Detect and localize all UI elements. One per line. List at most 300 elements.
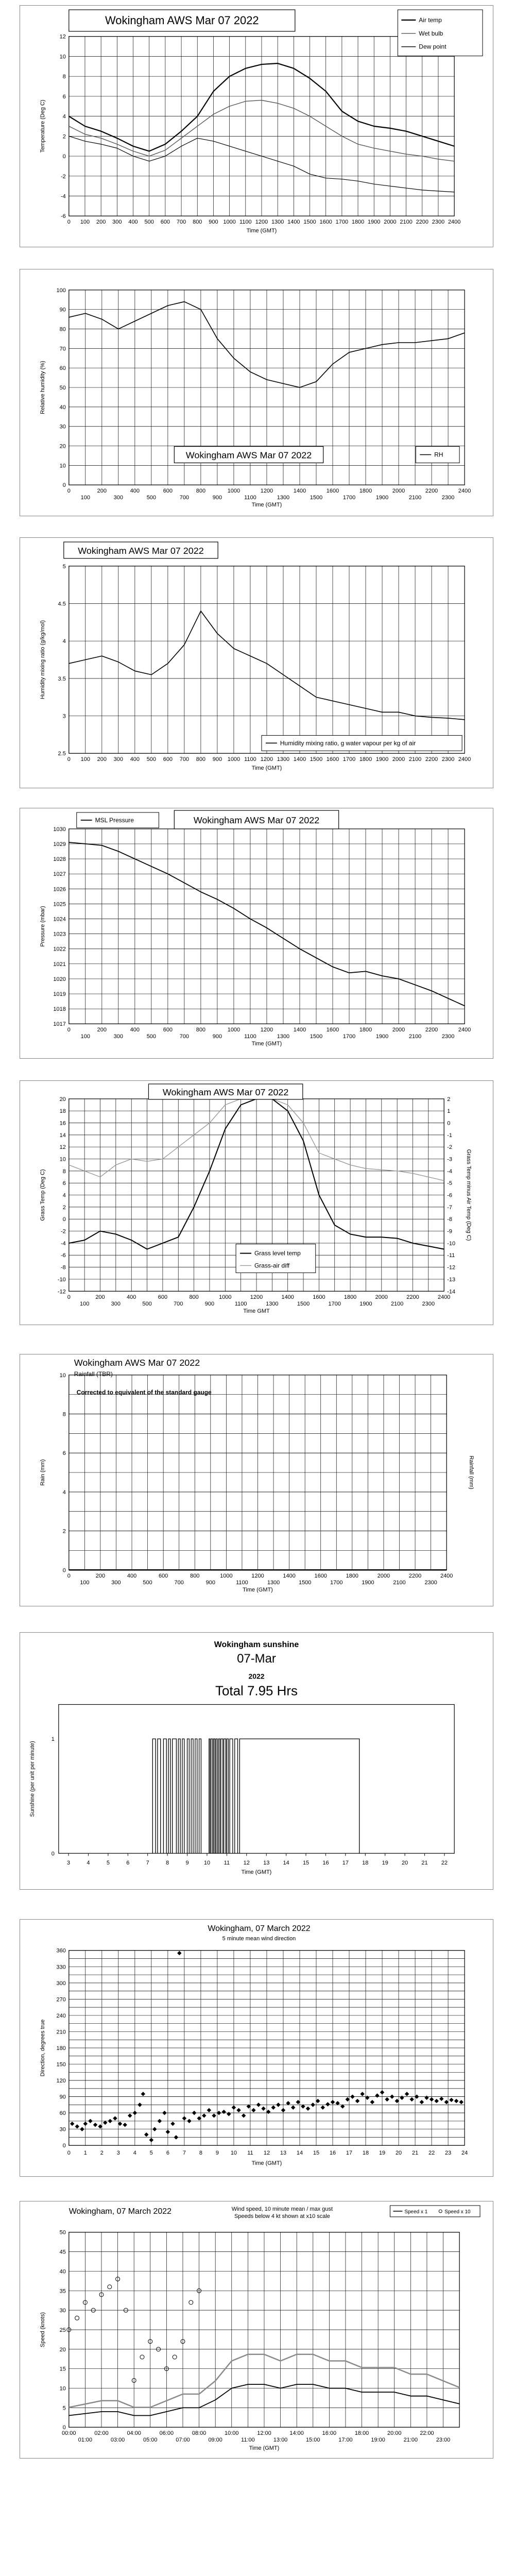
mixing-ratio-chart: [20, 537, 493, 788]
y-tick-label: 30: [59, 2308, 66, 2314]
scatter-point: [439, 2097, 443, 2101]
sunshine-bar: [158, 1739, 161, 1853]
x-tick-label: 300: [113, 756, 123, 763]
y-tick-label: 8: [62, 1168, 66, 1175]
chart-subtitle: 5 minute mean wind direction: [222, 1935, 296, 1942]
y-tick-label: 12: [59, 1144, 66, 1151]
scatter-point: [202, 2113, 206, 2117]
chart-title: Wokingham AWS Mar 07 2022: [74, 1357, 200, 1368]
y-tick-label: -6: [61, 1252, 66, 1259]
scatter-point: [144, 2132, 148, 2137]
x-tick-label: 1000: [220, 1573, 233, 1580]
x-tick-label: 700: [179, 495, 190, 501]
x-tick-label: 14: [283, 1860, 289, 1867]
sunshine-bar: [221, 1739, 223, 1853]
scatter-point: [88, 2119, 92, 2123]
y-tick-label: -10: [57, 1276, 66, 1283]
y-tick-label: 15: [59, 2366, 66, 2372]
x-tick-label: 21: [421, 1860, 428, 1867]
x-tick-label: 13:00: [273, 2437, 288, 2444]
scatter-point: [128, 2113, 132, 2117]
sunshine-bar: [191, 1739, 193, 1853]
x-tick-label: 1600: [314, 1573, 327, 1580]
x-tick-label: 1200: [255, 219, 268, 226]
grass-temp-chart: [20, 1080, 493, 1325]
x-tick-label: 2200: [408, 1573, 422, 1580]
x-tick-label: 500: [142, 1301, 152, 1308]
y-tick-label: 8: [62, 1411, 66, 1418]
legend-label: Speed x 10: [444, 2209, 471, 2215]
x-axis-label: Time (GMT): [243, 1587, 273, 1594]
x-tick-label: 2300: [441, 495, 455, 501]
x-tick-label: 100: [80, 1033, 90, 1040]
x-tick-label: 1500: [310, 495, 323, 501]
x-tick-label: 1500: [310, 1033, 323, 1040]
scatter-point: [385, 2097, 389, 2102]
y-tick-label: 210: [56, 2029, 66, 2036]
y-tick-label-right: -14: [447, 1289, 456, 1295]
x-tick-label: 5: [149, 2150, 153, 2157]
x-tick-label: 100: [80, 495, 90, 501]
x-tick-label: 21: [411, 2150, 419, 2157]
x-tick-label: 2400: [440, 1573, 453, 1580]
y-tick-label: 8: [62, 74, 66, 80]
x-tick-label: 2300: [432, 219, 445, 226]
y-tick-label-right: 0: [447, 1120, 451, 1127]
y-tick-label: 270: [56, 1996, 66, 2003]
x-tick-label: 2000: [392, 756, 405, 763]
sunshine-bar: [199, 1739, 201, 1853]
grid-lines: [69, 829, 465, 1024]
scatter-point: [113, 2116, 117, 2120]
y-tick-label: -4: [61, 1240, 66, 1247]
x-axis-label: Time (GMT): [241, 1869, 272, 1876]
chart-note: Corrected to equivalent of the standard gauge: [76, 1388, 212, 1396]
x-tick-label: 20: [402, 1860, 408, 1867]
x-tick-label: 900: [209, 219, 218, 226]
scatter-point: [182, 2116, 186, 2120]
x-tick-label: 800: [196, 1027, 206, 1033]
x-tick-label: 600: [160, 219, 170, 226]
rainfall-chart-svg: [20, 1354, 493, 1606]
y-tick-label: 1022: [53, 946, 66, 953]
x-tick-label: 1300: [277, 495, 290, 501]
x-tick-label: 200: [97, 488, 107, 495]
chart-title: Wokingham sunshine: [214, 1640, 299, 1649]
y-tick-label: 14: [59, 1132, 66, 1139]
x-tick-label: 2100: [390, 1301, 404, 1308]
x-tick-label: 1800: [351, 219, 365, 226]
y-tick-label: 35: [59, 2288, 66, 2295]
scatter-point: [70, 2122, 74, 2126]
sunshine-bar: [214, 1739, 215, 1853]
scatter-point: [166, 2130, 170, 2134]
x-tick-label: 22: [441, 1860, 448, 1867]
x-tick-label: 16:00: [322, 2430, 337, 2437]
chart-title: Wokingham, 07 March 2022: [68, 2207, 172, 2216]
x-tick-label: 400: [130, 1027, 140, 1033]
grid-lines: [69, 1951, 465, 2145]
scatter-point: [276, 2103, 280, 2107]
y-tick-label: 50: [59, 385, 66, 392]
x-tick-label: 22:00: [420, 2430, 434, 2437]
y-tick-label: 90: [59, 2094, 66, 2100]
x-tick-label: 1600: [319, 219, 332, 226]
y-tick-label: 10: [59, 1156, 66, 1163]
scatter-point: [174, 2135, 178, 2139]
x-tick-label: 02:00: [94, 2430, 109, 2437]
y-tick-label: 1026: [53, 886, 66, 893]
scatter-point: [162, 2111, 166, 2115]
y-axis-label: Direction, degrees true: [39, 2019, 46, 2077]
scatter-point: [80, 2127, 84, 2131]
sunshine-bar: [163, 1739, 166, 1853]
x-tick-label: 200: [96, 219, 106, 226]
scatter-point: [221, 2110, 226, 2114]
x-tick-label: 15:00: [306, 2437, 320, 2444]
scatter-point: [187, 2119, 191, 2123]
x-tick-label: 15: [313, 2150, 320, 2157]
x-tick-label: 200: [97, 756, 107, 763]
sunshine-bar: [230, 1739, 233, 1853]
x-tick-label: 0: [67, 1573, 71, 1580]
x-tick-label: 11: [247, 2150, 253, 2157]
x-tick-label: 07:00: [176, 2437, 190, 2444]
scatter-point: [375, 2093, 379, 2097]
x-tick-label: 800: [189, 1294, 199, 1301]
y-tick-label: 2: [62, 1204, 66, 1211]
y-tick-label: 16: [59, 1120, 66, 1127]
scatter-point: [158, 2119, 162, 2123]
x-tick-label: 1400: [281, 1294, 294, 1301]
y-tick-label: 4: [62, 638, 66, 645]
sunshine-bar: [227, 1739, 228, 1853]
x-tick-label: 7: [146, 1860, 149, 1867]
sunshine-bar: [218, 1739, 220, 1853]
y-tick-label: 10: [59, 2385, 66, 2392]
grid-lines: [69, 566, 465, 754]
y-tick-label: 0: [62, 1216, 66, 1223]
x-tick-label: 12: [263, 2150, 270, 2157]
sunshine-bar: [168, 1739, 170, 1853]
y-axis-label-right: Rainfall (mm): [468, 1455, 475, 1489]
x-tick-label: 2000: [392, 488, 405, 495]
wind-direction-chart: [20, 1919, 493, 2177]
x-tick-label: 09:00: [208, 2437, 222, 2444]
x-tick-label: 1000: [227, 488, 241, 495]
x-tick-label: 700: [179, 1033, 190, 1040]
x-tick-label: 18: [362, 2150, 369, 2157]
y-tick-label: 4: [62, 1192, 66, 1199]
x-tick-label: 13: [263, 1860, 270, 1867]
y-tick-label-right: -1: [447, 1132, 452, 1139]
x-tick-label: 1100: [234, 1301, 247, 1308]
x-tick-label: 4: [133, 2150, 136, 2157]
x-tick-label: 11: [224, 1860, 230, 1867]
scatter-point: [459, 2100, 463, 2104]
y-tick-label-right: -6: [447, 1192, 452, 1199]
y-tick-label-right: 2: [447, 1096, 451, 1103]
x-tick-label: 200: [95, 1573, 106, 1580]
y-tick-label: 30: [59, 423, 66, 430]
chart-title: Wokingham, 07 March 2022: [208, 1924, 311, 1933]
x-tick-label: 1700: [342, 756, 356, 763]
x-tick-label: 2000: [377, 1573, 390, 1580]
y-tick-label: 1: [51, 1736, 55, 1743]
y-tick-label: 0: [62, 2143, 66, 2149]
x-tick-label: 1900: [375, 495, 389, 501]
x-tick-label: 100: [80, 756, 90, 763]
scatter-point: [271, 2105, 276, 2109]
x-tick-label: 1700: [330, 1580, 343, 1586]
y-tick-label-right: -13: [447, 1276, 456, 1283]
legend-label: Speed x 1: [404, 2209, 428, 2215]
y-tick-label: 0: [62, 482, 66, 489]
scatter-point: [306, 2107, 310, 2111]
x-tick-label: 500: [146, 756, 157, 763]
x-tick-label: 500: [146, 495, 157, 501]
sunshine-bar: [182, 1739, 184, 1853]
x-tick-label: 1800: [359, 488, 372, 495]
x-tick-label: 12: [243, 1860, 250, 1867]
x-tick-label: 2100: [408, 1033, 422, 1040]
x-tick-label: 900: [205, 1580, 215, 1586]
scatter-point-speed-x10: [75, 2316, 79, 2320]
chart-title: Wokingham AWS Mar 07 2022: [78, 545, 204, 556]
y-tick-label: 30: [59, 2126, 66, 2133]
y-tick-label: 60: [59, 365, 66, 372]
x-axis-label: Time (GMT): [249, 2445, 280, 2452]
x-tick-label: 10:00: [225, 2430, 239, 2437]
grid-lines: [69, 37, 454, 216]
x-tick-label: 1200: [260, 488, 273, 495]
scatter-point: [390, 2094, 394, 2098]
x-tick-label: 1800: [344, 1294, 357, 1301]
x-tick-label: 19: [382, 1860, 388, 1867]
x-tick-label: 22: [428, 2150, 435, 2157]
x-tick-label: 1300: [277, 756, 290, 763]
x-axis-label: Time (GMT): [246, 228, 277, 234]
x-tick-label: 18: [362, 1860, 369, 1867]
x-tick-label: 13: [280, 2150, 287, 2157]
scatter-point-speed-x10: [108, 2285, 112, 2289]
y-tick-label: 1018: [53, 1006, 66, 1013]
y-tick-label: 6: [62, 1450, 66, 1457]
x-tick-label: 16: [322, 1860, 329, 1867]
x-tick-label: 2200: [425, 488, 438, 495]
y-tick-label: 6: [62, 1180, 66, 1187]
x-tick-label: 1400: [293, 1027, 306, 1033]
x-tick-label: 2100: [400, 219, 413, 226]
x-tick-label: 23:00: [436, 2437, 451, 2444]
y-tick-label: -12: [57, 1289, 66, 1295]
x-tick-label: 2300: [441, 1033, 455, 1040]
x-tick-label: 1500: [310, 756, 323, 763]
x-tick-label: 100: [80, 219, 90, 226]
y-tick-label: 10: [59, 1372, 66, 1379]
x-tick-label: 6: [166, 2150, 169, 2157]
x-tick-label: 600: [163, 488, 173, 495]
x-tick-label: 2000: [384, 219, 397, 226]
x-tick-label: 1100: [244, 495, 256, 501]
x-tick-label: 1600: [313, 1294, 325, 1301]
x-tick-label: 500: [146, 1033, 157, 1040]
x-tick-label: 1100: [244, 756, 256, 763]
y-tick-label: 20: [59, 2346, 66, 2353]
scatter-point: [212, 2113, 216, 2117]
x-tick-label: 0: [67, 1027, 71, 1033]
legend-label: Dew point: [419, 43, 447, 50]
rainfall-chart: [20, 1354, 493, 1606]
x-tick-label: 2400: [458, 1027, 471, 1033]
scatter-point: [93, 2123, 97, 2127]
y-tick-label: 2: [62, 1528, 66, 1535]
x-tick-label: 0: [67, 1294, 71, 1301]
x-tick-label: 1100: [239, 219, 252, 226]
chart-subtitle: Wind speed, 10 minute mean / max gust: [231, 2206, 333, 2212]
x-tick-label: 12:00: [257, 2430, 271, 2437]
y-axis-label: Sunshine (per unit per minute): [29, 1741, 36, 1817]
y-tick-label: 0: [62, 2425, 66, 2431]
x-tick-label: 0: [67, 2150, 71, 2157]
x-tick-label: 1300: [277, 1033, 290, 1040]
x-tick-label: 20: [395, 2150, 402, 2157]
mixing-ratio-chart-svg: [20, 538, 493, 788]
x-axis-label: Time (GMT): [251, 502, 282, 509]
scatter-point: [434, 2099, 438, 2103]
scatter-point: [281, 2108, 285, 2112]
x-tick-label: 2: [100, 2150, 104, 2157]
chart-title: Wokingham AWS Mar 07 2022: [185, 450, 312, 461]
x-tick-label: 1: [83, 2150, 87, 2157]
x-tick-label: 900: [212, 1033, 222, 1040]
y-tick-label: 3: [62, 713, 66, 720]
x-tick-label: 5: [106, 1860, 110, 1867]
x-tick-label: 700: [174, 1301, 183, 1308]
y-tick-label: 1027: [53, 871, 66, 878]
sunshine-bar: [173, 1739, 177, 1853]
y-tick-label: 1019: [53, 991, 66, 998]
x-tick-label: 800: [193, 219, 202, 226]
pressure-chart: [20, 808, 493, 1059]
x-tick-label: 1600: [326, 488, 339, 495]
x-tick-label: 1800: [359, 756, 372, 763]
x-tick-label: 0: [67, 756, 71, 763]
x-tick-label: 300: [113, 495, 123, 501]
y-tick-label: 0: [51, 1851, 55, 1857]
x-tick-label: 14:00: [289, 2430, 304, 2437]
y-tick-label: 1021: [53, 961, 66, 968]
y-tick-label: 360: [56, 1947, 66, 1954]
x-tick-label: 0: [67, 488, 71, 495]
x-tick-label: 10: [230, 2150, 237, 2157]
sunshine-bar: [178, 1739, 180, 1853]
x-tick-label: 04:00: [127, 2430, 141, 2437]
scatter-point: [405, 2092, 409, 2096]
y-tick-label: 6: [62, 93, 66, 100]
x-axis-label: Time (GMT): [251, 1041, 282, 1047]
scatter-point: [430, 2097, 434, 2102]
scatter-point: [227, 2112, 231, 2116]
y-tick-label: -2: [61, 1228, 66, 1235]
legend-label: RH: [434, 451, 443, 459]
x-tick-label: 2400: [458, 756, 471, 763]
wind-direction-chart-svg: [20, 1920, 493, 2176]
y-tick-label: 80: [59, 326, 66, 333]
plot-frame: [59, 1704, 454, 1853]
x-tick-label: 2200: [425, 756, 438, 763]
x-tick-label: 2100: [408, 495, 422, 501]
legend-label: Grass level temp: [254, 1249, 301, 1257]
y-tick-label: 10: [59, 54, 66, 60]
x-tick-label: 200: [95, 1294, 105, 1301]
y-tick-label-right: -11: [447, 1252, 455, 1259]
x-tick-label: 1400: [293, 756, 306, 763]
chart-date: 07-Mar: [237, 1651, 276, 1666]
x-tick-label: 100: [80, 1580, 90, 1586]
scatter-point: [242, 2113, 246, 2117]
x-tick-label: 08:00: [192, 2430, 207, 2437]
y-tick-label: 4: [62, 1489, 66, 1496]
x-tick-label: 19: [379, 2150, 386, 2157]
x-tick-label: 100: [79, 1301, 90, 1308]
x-tick-label: 700: [174, 1580, 184, 1586]
y-tick-label: 0: [62, 1567, 66, 1574]
x-tick-label: 600: [163, 756, 173, 763]
wind-speed-chart-svg: [20, 2201, 493, 2458]
scatter-point: [75, 2124, 79, 2128]
x-tick-label: 14: [296, 2150, 303, 2157]
x-tick-label: 1000: [219, 1294, 232, 1301]
x-tick-label: 2400: [438, 1294, 451, 1301]
x-tick-label: 2300: [441, 756, 455, 763]
x-tick-label: 17:00: [338, 2437, 353, 2444]
x-tick-label: 600: [158, 1294, 168, 1301]
x-tick-label: 06:00: [159, 2430, 174, 2437]
pressure-chart-svg: [20, 808, 493, 1058]
scatter-point: [380, 2090, 384, 2094]
y-tick-label: 150: [56, 2061, 66, 2068]
x-tick-label: 6: [126, 1860, 130, 1867]
scatter-point: [321, 2105, 325, 2109]
y-tick-label: 18: [59, 1108, 66, 1115]
x-tick-label: 1100: [236, 1580, 248, 1586]
y-tick-label: 1030: [53, 826, 66, 833]
x-tick-label: 1700: [342, 495, 356, 501]
y-tick-label-right: -4: [447, 1168, 452, 1175]
scatter-point: [424, 2095, 428, 2099]
humidity-chart: [20, 269, 493, 516]
x-tick-label: 1600: [326, 1027, 339, 1033]
y-tick-label: 1025: [53, 901, 66, 908]
chart-subtitle: Rainfall (TBR): [74, 1370, 113, 1378]
x-tick-label: 700: [179, 756, 190, 763]
sunshine-bar: [209, 1739, 210, 1853]
scatter-point: [331, 2100, 335, 2104]
scatter-point: [152, 2127, 157, 2131]
x-tick-label: 18:00: [354, 2430, 369, 2437]
y-tick-label: 45: [59, 2249, 66, 2256]
x-tick-label: 4: [87, 1860, 90, 1867]
scatter-point: [192, 2111, 196, 2115]
scatter-point-speed-x10: [140, 2355, 144, 2359]
legend-label: Humidity mixing ratio, g water vapour per kg of air: [280, 739, 416, 747]
x-tick-label: 1300: [271, 219, 284, 226]
y-tick-label: 180: [56, 2045, 66, 2052]
x-tick-label: 2300: [422, 1301, 435, 1308]
x-tick-label: 800: [196, 756, 206, 763]
y-tick-label: 1017: [53, 1021, 66, 1028]
